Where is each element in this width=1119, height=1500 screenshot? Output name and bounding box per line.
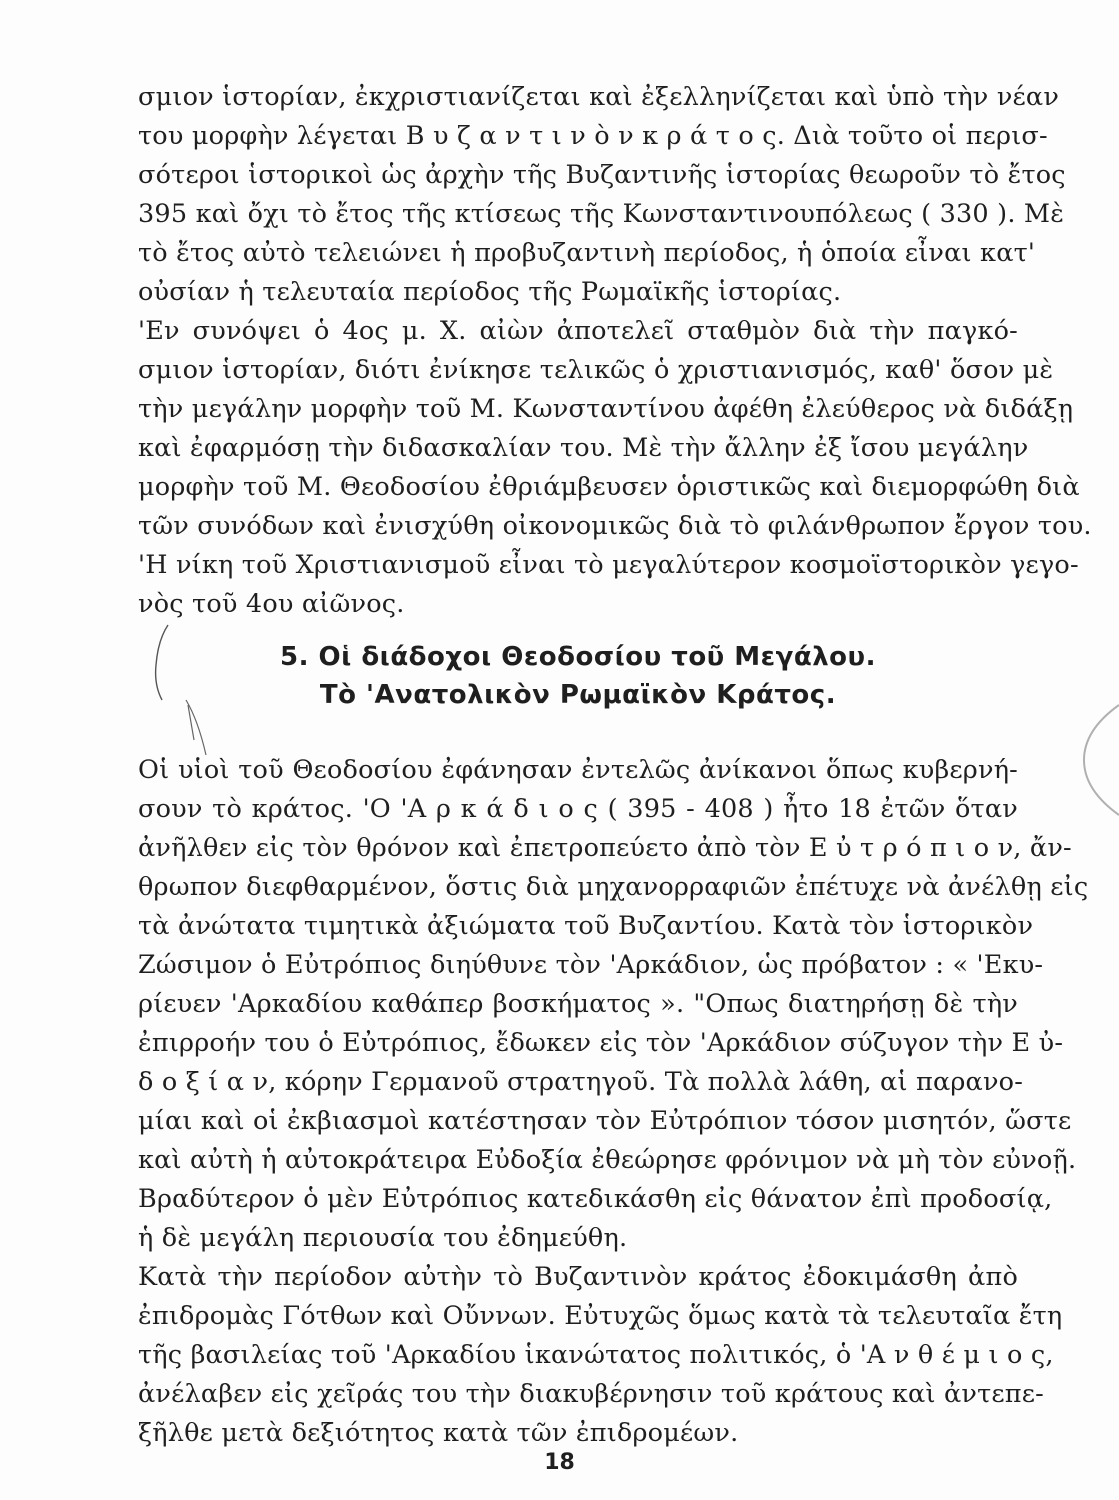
text-line: τῶν συνόδων καὶ ἐνισχύθη οἰκονομικῶς διὰ τὸ φιλάνθρωπον ἔργον του. — [138, 511, 1092, 541]
text-line: ἀνῆλθεν εἰς τὸν θρόνον καὶ ἐπετροπεύετο ἀπὸ τὸν Ε ὐ τ ρ ό π ι ο ν, ἄν- — [138, 833, 1072, 863]
text-line: Κατὰ τὴν περίοδον αὐτὴν τὸ Βυζαντινὸν κράτος ἐδοκιμάσθη ἀπὸ — [138, 1262, 1018, 1292]
text-line: θρωπον διεφθαρμένον, ὅστις διὰ μηχανορραφιῶν ἐπέτυχε νὰ ἀνέλθῃ εἰς — [138, 872, 1089, 902]
text-line: καὶ ἐφαρμόσῃ τὴν διδασκαλίαν του. Μὲ τὴν ἄλλην ἐξ ἴσου μεγάλην — [138, 433, 1029, 463]
text-line: νὸς τοῦ 4ου αἰῶνος. — [138, 589, 405, 619]
text-line: δ ο ξ ί α ν, κόρην Γερμανοῦ στρατηγοῦ. Τὰ πολλὰ λάθη, αἱ παρανο- — [138, 1067, 1024, 1097]
text-line: οὐσίαν ἡ τελευταία περίοδος τῆς Ρωμαϊκῆς ἱστορίας. — [138, 277, 842, 307]
text-line: μορφὴν τοῦ Μ. Θεοδοσίου ἐθριάμβευσεν ὁριστικῶς καὶ διεμορφώθη διὰ — [138, 472, 1080, 502]
text-line: Βραδύτερον ὁ μὲν Εὐτρόπιος κατεδικάσθη εἰς θάνατον ἐπὶ προδοσίᾳ, — [138, 1184, 1053, 1214]
text-line: Ζώσιμον ὁ Εὐτρόπιος διηύθυνε τὸν 'Αρκάδιον, ὡς πρόβατον : « 'Εκυ- — [138, 950, 1044, 980]
text-line: σμιον ἱστορίαν, ἐκχριστιανίζεται καὶ ἐξελληνίζεται καὶ ὑπὸ τὴν νέαν — [138, 82, 1060, 112]
text-line: 'Εν συνόψει ὁ 4ος μ. Χ. αἰὼν ἀποτελεῖ σταθμὸν διὰ τὴν παγκό- — [138, 316, 1018, 346]
text-line: σουν τὸ κράτος. 'Ο 'Α ρ κ ά δ ι ο ς ( 395 - 408 ) ἦτο 18 ἐτῶν ὅταν — [138, 794, 1018, 824]
text-line: ἡ δὲ μεγάλη περιουσία του ἐδημεύθη. — [138, 1223, 628, 1253]
text-line: του μορφὴν λέγεται Β υ ζ α ν τ ι ν ὸ ν κ ρ ά τ ο ς. Διὰ τοῦτο οἱ περισ- — [138, 121, 1048, 151]
section-heading: 5. Οἱ διάδοχοι Θεοδοσίου τοῦ Μεγάλου. — [280, 642, 876, 672]
text-line: σότεροι ἱστορικοὶ ὡς ἀρχὴν τῆς Βυζαντινῆς ἱστορίας θεωροῦν τὸ ἔτος — [138, 160, 1066, 190]
text-line: μίαι καὶ οἱ ἐκβιασμοὶ κατέστησαν τὸν Εὐτρόπιον τόσον μισητόν, ὥστε — [138, 1106, 1072, 1136]
text-line: ἀνέλαβεν εἰς χεῖράς του τὴν διακυβέρνησιν τοῦ κράτους καὶ ἀντεπε- — [138, 1379, 1044, 1409]
text-line: τὰ ἀνώτατα τιμητικὰ ἀξιώματα τοῦ Βυζαντίου. Κατὰ τὸν ἱστορικὸν — [138, 911, 1034, 941]
text-line: 395 καὶ ὄχι τὸ ἔτος τῆς κτίσεως τῆς Κωνσταντινουπόλεως ( 330 ). Μὲ — [138, 199, 1065, 229]
text-line: 'Η νίκη τοῦ Χριστιανισμοῦ εἶναι τὸ μεγαλύτερον κοσμοϊστορικὸν γεγο- — [138, 550, 1079, 580]
page-number: 18 — [544, 1450, 575, 1475]
section-subheading: Τὸ 'Ανατολικὸν Ρωμαϊκὸν Κράτος. — [319, 680, 837, 710]
text-line: ξῆλθε μετὰ δεξιότητος κατὰ τῶν ἐπιδρομέων. — [138, 1418, 739, 1448]
text-line: ρίευεν 'Αρκαδίου καθάπερ βοσκήματος ». "Οπως διατηρήσῃ δὲ τὴν — [138, 989, 1018, 1019]
bleed-through-mark-icon — [1079, 700, 1119, 820]
text-line: Οἱ υἱοὶ τοῦ Θεοδοσίου ἐφάνησαν ἐντελῶς ἀνίκανοι ὅπως κυβερνή- — [138, 755, 1018, 785]
text-line: ἐπιρροήν του ὁ Εὐτρόπιος, ἔδωκεν εἰς τὸν 'Αρκάδιον σύζυγον τὴν Ε ὐ- — [138, 1028, 1064, 1058]
text-line: σμιον ἱστορίαν, διότι ἐνίκησε τελικῶς ὁ χριστιανισμός, καθ' ὅσον μὲ — [138, 355, 1054, 385]
text-line: τὸ ἔτος αὐτὸ τελειώνει ἡ προβυζαντινὴ περίοδος, ἡ ὁποία εἶναι κατ' — [138, 238, 1036, 268]
text-line: τῆς βασιλείας τοῦ 'Αρκαδίου ἱκανώτατος πολιτικός, ὁ 'Α ν θ έ μ ι ο ς, — [138, 1340, 1054, 1370]
text-line: ἐπιδρομὰς Γότθων καὶ Οὔννων. Εὐτυχῶς ὅμως κατὰ τὰ τελευταῖα ἔτη — [138, 1301, 1063, 1331]
text-line: καὶ αὐτὴ ἡ αὐτοκράτειρα Εὐδοξία ἐθεώρησε φρόνιμον νὰ μὴ τὸν εὐνοῇ. — [138, 1145, 1077, 1175]
text-line: τὴν μεγάλην μορφὴν τοῦ Μ. Κωνσταντίνου ἀφέθη ἐλεύθερος νὰ διδάξῃ — [138, 394, 1074, 424]
